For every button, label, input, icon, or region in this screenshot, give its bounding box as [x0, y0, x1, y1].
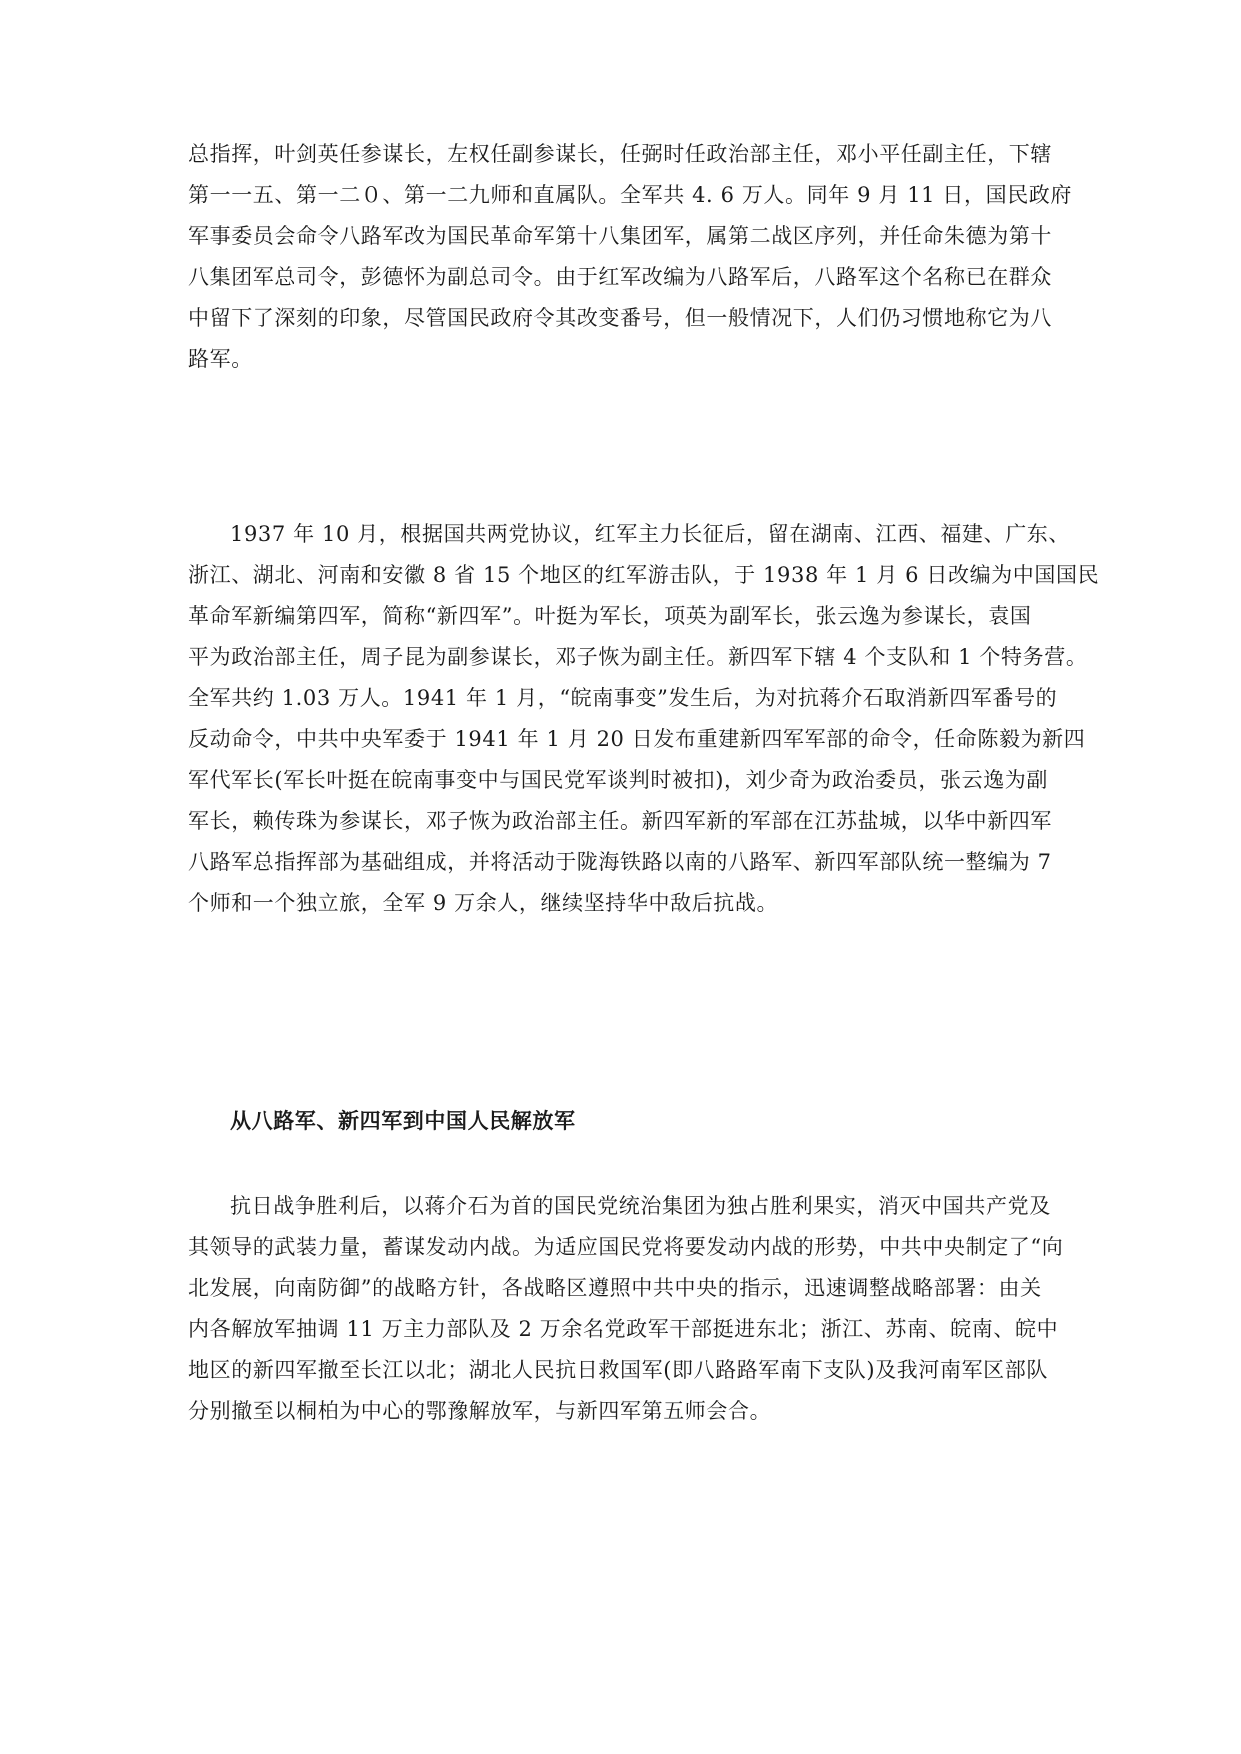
text-line: 平为政治部主任，周子昆为副参谋长，邓子恢为副主任。新四军下辖 4 个支队和 1 个特务营。 — [188, 645, 1088, 669]
text-line: 中留下了深刻的印象，尽管国民政府令其改变番号，但一般情况下，人们仍习惯地称它为八 — [188, 306, 1052, 330]
text-line: 反动命令，中共中央军委于 1941 年 1 月 20 日发布重建新四军军部的命令，任命陈毅为新四 — [188, 727, 1086, 751]
text-line: 八路军总指挥部为基础组成，并将活动于陇海铁路以南的八路军、新四军部队统一整编为 7 — [188, 850, 1052, 874]
paragraph-1 — [188, 134, 1073, 380]
text-line: 八集团军总司令，彭德怀为副总司令。由于红军改编为八路军后，八路军这个名称已在群众 — [188, 265, 1052, 289]
text-line: 抗日战争胜利后，以蒋介石为首的国民党统治集团为独占胜利果实，消灭中国共产党及 — [230, 1194, 1051, 1218]
text-line: 革命军新编第四军，简称“新四军”。叶挺为军长，项英为副军长，张云逸为参谋长，袁国 — [188, 604, 1032, 628]
text-line: 第一一五、第一二０、第一二九师和直属队。全军共 4. 6 万人。同年 9 月 11 日，国民政府 — [188, 183, 1073, 207]
text-line: 军长，赖传珠为参谋长，邓子恢为政治部主任。新四军新的军部在江苏盐城，以华中新四军 — [188, 809, 1052, 833]
text-line: 地区的新四军撤至长江以北；湖北人民抗日救国军(即八路路军南下支队)及我河南军区部队 — [188, 1358, 1048, 1382]
text-line: 浙江、湖北、河南和安徽 8 省 15 个地区的红军游击队，于 1938 年 1 月 6 日改编为中国国民 — [188, 563, 1100, 587]
text-line: 分别撤至以桐柏为中心的鄂豫解放军，与新四军第五师会合。 — [188, 1399, 772, 1423]
text-line: 个师和一个独立旅，全军 9 万余人，继续坚持华中敌后抗战。 — [188, 891, 779, 915]
section-heading: 从八路军、新四军到中国人民解放军 — [230, 1109, 576, 1133]
text-line: 内各解放军抽调 11 万主力部队及 2 万余名党政军干部挺进东北；浙江、苏南、皖南、皖中 — [188, 1317, 1059, 1341]
text-line: 路军。 — [188, 347, 253, 371]
paragraph-3 — [188, 1186, 1064, 1432]
text-line: 其领导的武装力量，蓄谋发动内战。为适应国民党将要发动内战的形势，中共中央制定了“向 — [188, 1235, 1064, 1259]
text-line: 军事委员会命令八路军改为国民革命军第十八集团军，属第二战区序列，并任命朱德为第十 — [188, 224, 1052, 248]
paragraph-2 — [188, 514, 1100, 924]
text-line: 1937 年 10 月，根据国共两党协议，红军主力长征后，留在湖南、江西、福建、广东、 — [230, 522, 1070, 546]
text-line: 总指挥，叶剑英任参谋长，左权任副参谋长，任弼时任政治部主任，邓小平任副主任，下辖 — [188, 142, 1052, 166]
text-line: 北发展，向南防御”的战略方针，各战略区遵照中共中央的指示，迅速调整战略部署：由关 — [188, 1276, 1042, 1300]
text-line: 军代军长(军长叶挺在皖南事变中与国民党军谈判时被扣)，刘少奇为政治委员，张云逸为副 — [188, 768, 1048, 792]
text-line: 全军共约 1.03 万人。1941 年 1 月，“皖南事变”发生后，为对抗蒋介石取消新四军番号的 — [188, 686, 1058, 710]
